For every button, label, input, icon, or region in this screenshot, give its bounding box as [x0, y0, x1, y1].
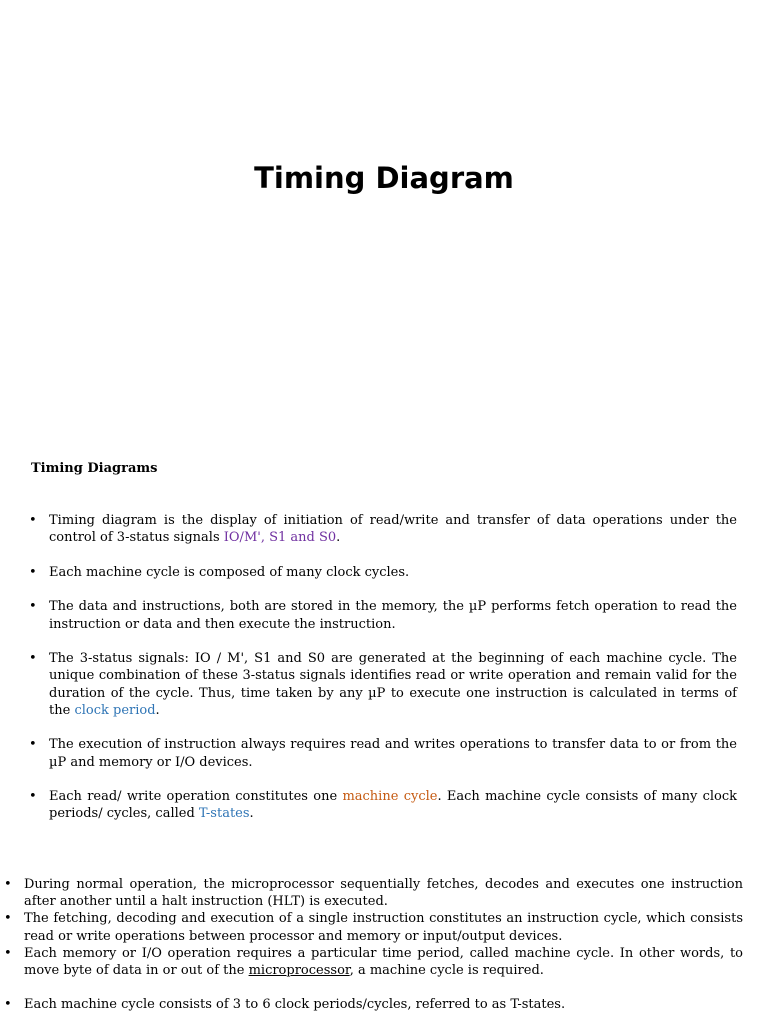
section-heading: Timing Diagrams — [31, 461, 158, 476]
list-item — [0, 512, 737, 546]
bullet-text: The 3-status signals: IO / M', S1 and S0 are generated at the beginning of each machine cycle. The unique combination of these 3-status signals identifies read or write operation and remain valid for the duration of the cycle. Thus, time taken by any µP to execute one instruction is calculated in terms of the — [49, 651, 737, 718]
bullet-text: . Each machine cycle consists of many clock periods/ cycles, called — [49, 789, 738, 822]
bullet-text: Each machine cycle consists of 3 to 6 clock periods/cycles, referred to as T-states. — [24, 997, 566, 1013]
list-item — [0, 598, 737, 632]
t-states-link[interactable]: T-states — [198, 806, 250, 822]
list-item — [0, 945, 743, 979]
bullet-text: The fetching, decoding and execution of a single instruction constitutes an instruction cycle, which consists read or write operations between processor and memory or input/output devices. — [24, 911, 743, 944]
list-item — [0, 876, 743, 910]
list-item — [0, 564, 737, 581]
clock-period-link[interactable]: clock period — [74, 702, 156, 718]
bullet-text: During normal operation, the microprocessor sequentially fetches, decodes and executes one instruction after another until a halt instruction (HLT) is executed. — [24, 877, 743, 910]
list-item — [0, 736, 737, 770]
bullet-text: Each read/ write operation constitutes one — [49, 789, 343, 805]
machine-cycle-link[interactable]: machine cycle — [342, 789, 438, 805]
bullet-text: Timing diagram is the display of initiation of read/write and transfer of data operations under the control of 3-status signals — [49, 513, 737, 546]
page-title: Timing Diagram — [254, 161, 514, 195]
bullet-text-end: . — [155, 702, 160, 718]
list-item — [0, 788, 737, 822]
bullet-text-end: . — [336, 530, 341, 546]
bullet-text: Each machine cycle is composed of many clock cycles. — [49, 564, 410, 580]
bullet-text: The data and instructions, both are stored in the memory, the µP performs fetch operation to read the instruction or data and then execute the instruction. — [49, 599, 737, 632]
bullet-text: Each memory or I/O operation requires a particular time period, called machine cycle. In other words, to move byte of data in or out of the — [24, 945, 743, 979]
bullet-text-end: . — [249, 806, 254, 822]
list-item — [0, 996, 743, 1013]
bullet-text: The execution of instruction always requires read and writes operations to transfer data to or from the µP and memory or I/O devices. — [49, 737, 737, 770]
list-item — [0, 910, 743, 944]
microprocessor-link[interactable]: microprocessor — [248, 963, 350, 979]
list-item — [0, 650, 737, 719]
status-signals-highlight: IO/M', S1 and S0 — [223, 530, 337, 546]
timing-diagram-bullet-list — [0, 512, 737, 840]
bullet-text-end: , a machine cycle is required. — [349, 963, 544, 979]
instruction-cycle-bullet-list — [0, 876, 743, 1013]
